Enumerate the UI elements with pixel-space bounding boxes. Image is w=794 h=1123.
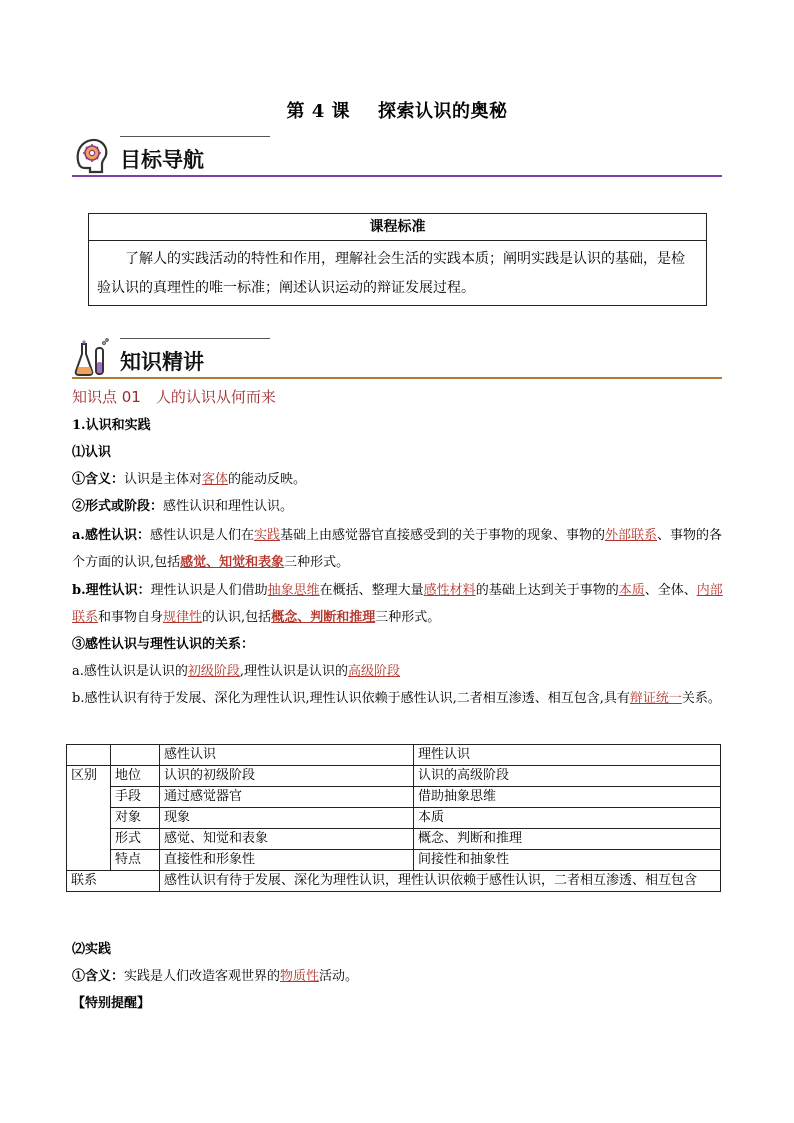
key-term: 感觉、知觉和表象 [180, 555, 285, 570]
table-cell: 认识的初级阶段 [160, 766, 414, 787]
text: a.感性认识是认识的 [72, 664, 188, 679]
table-cell: 特点 [111, 850, 160, 871]
table-cell: 概念、判断和推理 [414, 829, 721, 850]
heading-practice: ⑵实践 [72, 942, 112, 957]
text: 的认识,包括 [202, 610, 272, 625]
table-row [67, 850, 721, 871]
section-header-knowledge [72, 338, 722, 380]
table-cell [67, 745, 111, 766]
text: 的能动反映。 [228, 472, 307, 487]
lesson-name: 探索认识的奥秘 [378, 101, 508, 122]
heading-cognition: ⑴认识 [72, 445, 112, 460]
text: 和事物自身 [98, 610, 164, 625]
table-row [67, 766, 721, 787]
comparison-table [66, 744, 721, 892]
knowledge-point-title: 知识点 01 人的认识从何而来 [72, 388, 276, 406]
text: 、全体、 [644, 583, 697, 598]
table-cell: 认识的高级阶段 [414, 766, 721, 787]
key-term: 本质 [618, 583, 645, 598]
page-title [0, 97, 794, 123]
cognition-definition [72, 466, 724, 493]
relation-b [72, 685, 724, 712]
text: 基础上由感觉器官直接感受到的关于事物的现象、事物的 [279, 528, 605, 543]
relation-a [72, 658, 724, 685]
table-link-label: 联系 [67, 871, 160, 892]
flask-icon [74, 338, 110, 376]
table-group-label: 区别 [67, 766, 111, 871]
key-term: 抽象思维 [267, 583, 320, 598]
brain-gear-icon [74, 136, 110, 174]
section-topline [120, 338, 270, 339]
text: 三种形式。 [284, 555, 350, 570]
text: 、事物的各个方面的认识,包括 [72, 528, 723, 570]
table-cell: 借助抽象思维 [414, 787, 721, 808]
rational-lead: b.理性认识： [72, 583, 151, 598]
key-term: 内部联系 [72, 583, 723, 625]
table-row [67, 829, 721, 850]
section-divider [72, 175, 722, 177]
course-standard-header: 课程标准 [89, 214, 706, 241]
section-title: 目标导航 [120, 148, 204, 172]
table-row [67, 787, 721, 808]
text: 关系。 [681, 691, 721, 706]
lesson-number: 第 4 课 [286, 101, 351, 122]
table-cell: 手段 [111, 787, 160, 808]
text: 活动。 [319, 969, 359, 984]
special-reminder: 【特别提醒】 [72, 996, 151, 1011]
text: 感性认识是人们在 [149, 528, 254, 543]
table-header-cell: 感性认识 [160, 745, 414, 766]
table-cell: 形式 [111, 829, 160, 850]
forms-lead: ②形式或阶段： [72, 499, 164, 514]
key-term: 初级阶段 [187, 664, 240, 679]
table-cell: 本质 [414, 808, 721, 829]
text: 实践是人们改造客观世界的 [124, 969, 281, 984]
key-term: 物质性 [280, 969, 320, 984]
table-cell: 感觉、知觉和表象 [160, 829, 414, 850]
cognition-forms [72, 493, 724, 520]
key-term: 高级阶段 [348, 664, 401, 679]
table-cell: 直接性和形象性 [160, 850, 414, 871]
key-term: 规律性 [163, 610, 203, 625]
table-link-text: 感性认识有待于发展、深化为理性认识，理性认识依赖于感性认识，二者相互渗透、相互包含 [160, 871, 721, 892]
text: 的基础上达到关于事物的 [475, 583, 619, 598]
section-header-goals [72, 136, 722, 178]
text: ,理性认识是认识的 [239, 664, 349, 679]
table-cell: 现象 [160, 808, 414, 829]
perceptual-cognition [72, 522, 724, 576]
table-row [67, 808, 721, 829]
course-standard-box [88, 213, 707, 306]
key-term: 外部联系 [605, 528, 658, 543]
key-term: 辩证统一 [629, 691, 682, 706]
definition-lead: ①含义： [72, 969, 125, 984]
text: 三种形式。 [375, 610, 441, 625]
table-cell: 间接性和抽象性 [414, 850, 721, 871]
section-topline [120, 136, 270, 137]
section-divider [72, 377, 722, 379]
table-cell: 地位 [111, 766, 160, 787]
table-cell: 通过感觉器官 [160, 787, 414, 808]
key-term: 概念、判断和推理 [271, 610, 376, 625]
relation-heading: ③感性认识与理性认识的关系： [72, 637, 255, 652]
perceptual-lead: a.感性认识： [72, 528, 150, 543]
key-term: 实践 [253, 528, 280, 543]
section-title: 知识精讲 [120, 350, 204, 374]
course-standard-body: 了解人的实践活动的特性和作用，理解社会生活的实践本质；阐明实践是认识的基础，是检验认识的真理性的唯一标准；阐述认识运动的辩证发展过程。 [97, 251, 685, 296]
key-term: 感性材料 [423, 583, 476, 598]
text: 在概括、整理大量 [319, 583, 424, 598]
table-cell [111, 745, 160, 766]
text: b.感性认识有待于发展、深化为理性认识,理性认识依赖于感性认识,二者相互渗透、相互包含,具有 [72, 691, 630, 706]
table-header-cell: 理性认识 [414, 745, 721, 766]
practice-definition [72, 963, 724, 990]
rational-cognition [72, 577, 724, 631]
table-row-link [67, 871, 721, 892]
text: 理性认识是人们借助 [150, 583, 268, 598]
table-cell: 对象 [111, 808, 160, 829]
text: 感性认识和理性认识。 [163, 499, 294, 514]
definition-lead: ①含义： [72, 472, 125, 487]
key-term: 客体 [202, 472, 229, 487]
heading-cognition-practice: 1.认识和实践 [72, 418, 151, 433]
text: 认识是主体对 [124, 472, 203, 487]
table-header-row [67, 745, 721, 766]
